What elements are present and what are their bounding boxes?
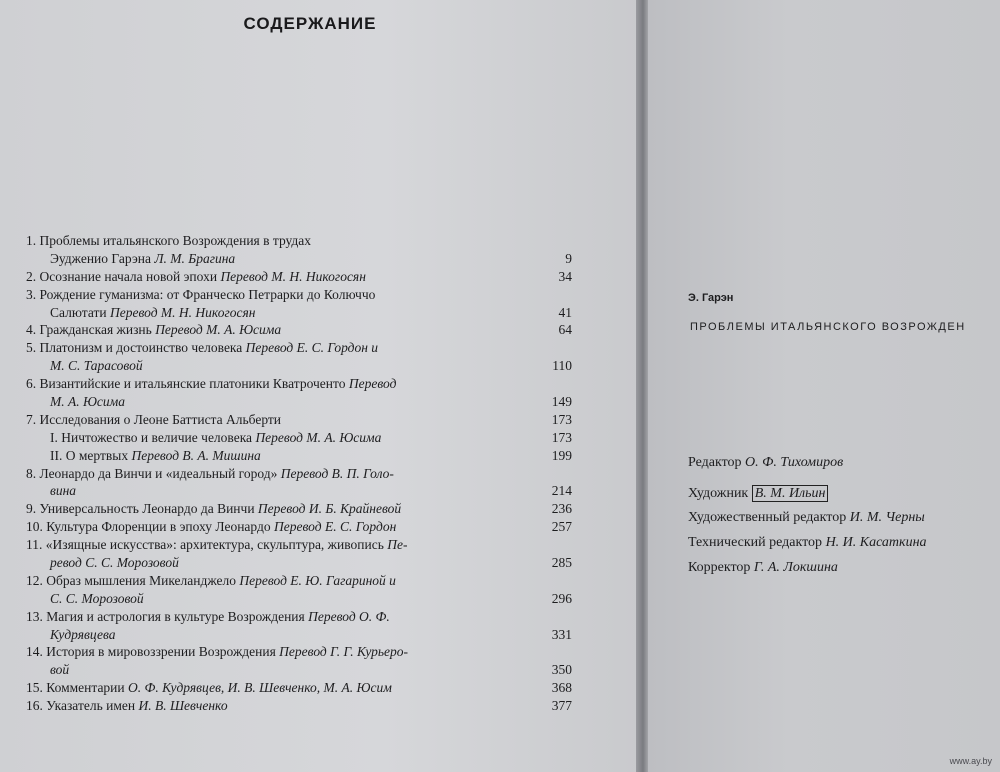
toc-entry-text	[50, 429, 381, 447]
credit-role: Художественный редактор	[688, 510, 850, 525]
credit-name: И. М. Черны	[849, 510, 925, 525]
toc-entry-translator: М. А. Юсима	[50, 394, 126, 410]
toc-line	[26, 572, 572, 590]
toc-entry-translator: Перевод И. Б. Крайневой	[257, 501, 402, 517]
toc-entry-translator: Л. М. Брагина	[154, 250, 236, 266]
toc-entry-translator: Кудрявцева	[50, 626, 116, 642]
toc-entry-title: 10. Культура Флоренции в эпоху Леонардо	[26, 519, 274, 535]
toc-line	[26, 357, 572, 375]
toc-entry-translator: Перевод О. Ф.	[308, 608, 390, 624]
toc-entry-title: 14. История в мировоззрении Возрождения	[26, 644, 280, 660]
credit-role: Технический редактор	[688, 535, 826, 550]
toc-line	[26, 339, 572, 357]
toc-entry-title: 3. Рождение гуманизма: от Франческо Петрарки до Колюччо	[26, 286, 376, 302]
toc-entry-title: 5. Платонизм и достоинство человека	[26, 340, 246, 356]
toc-line	[26, 411, 572, 429]
toc-line	[26, 250, 572, 268]
toc-entry-text	[50, 482, 76, 500]
toc-page-number: 9	[565, 250, 572, 266]
toc-page-number: 350	[551, 662, 572, 678]
toc-line	[26, 518, 572, 536]
toc-entry-translator: Перевод	[348, 376, 397, 392]
toc-entry-title: 1. Проблемы итальянского Возрождения в трудах	[26, 233, 312, 248]
toc-line	[26, 393, 572, 411]
toc-entry-translator: вой	[50, 662, 70, 678]
toc-page-number: 110	[552, 358, 572, 374]
toc-line	[26, 375, 572, 393]
toc-line	[26, 697, 572, 715]
toc-page-number: 173	[551, 411, 572, 427]
toc-entry-translator: Пе-	[387, 537, 408, 553]
toc-line	[26, 465, 572, 483]
toc-entry-translator: М. С. Тарасовой	[50, 358, 143, 374]
toc-entry-title: II. О мертвых	[50, 447, 132, 463]
author-name: Э. Гарэн	[688, 292, 734, 304]
toc-entry-text	[26, 321, 281, 339]
credit-line	[688, 510, 925, 526]
toc-entry-translator: Перевод Е. Ю. Гагариной и	[239, 572, 396, 588]
watermark: www.ay.by	[949, 756, 992, 766]
credit-role: Художник	[688, 486, 752, 501]
toc-entry-title: 2. Осознание начала новой эпохи	[26, 268, 221, 284]
credit-name: В. М. Ильин	[752, 485, 829, 502]
toc-entry-text	[26, 679, 392, 697]
credit-name: Н. И. Касаткина	[825, 535, 927, 550]
toc-line	[26, 590, 572, 608]
toc-entry-text	[50, 447, 261, 465]
toc-entry-translator: Перевод Г. Г. Курьеро-	[279, 644, 409, 660]
toc-line	[26, 500, 572, 518]
toc-entry-title: I. Ничтожество и величие человека	[50, 429, 256, 445]
toc-line	[26, 626, 572, 644]
credit-line	[688, 486, 828, 502]
toc-page-number: 64	[558, 322, 572, 338]
credit-name: О. Ф. Тихомиров	[745, 455, 844, 470]
toc-page-number: 236	[551, 501, 572, 517]
toc-entry-text	[50, 661, 69, 679]
toc-entry-text	[26, 232, 311, 250]
toc-page-number: 331	[551, 626, 572, 642]
book-title: ПРОБЛЕМЫ ИТАЛЬЯНСКОГО ВОЗРОЖДЕН	[690, 321, 966, 333]
credit-role: Редактор	[688, 455, 746, 470]
toc-line	[26, 321, 572, 339]
toc-entry-translator: О. Ф. Кудрявцев, И. В. Шевченко, М. А. Юсим	[128, 680, 392, 696]
toc-entry-text	[26, 500, 401, 518]
table-of-contents	[26, 232, 572, 715]
credit-role: Корректор	[688, 560, 754, 575]
toc-page-number: 199	[551, 447, 572, 463]
toc-entry-text	[26, 643, 408, 661]
toc-entry-text	[26, 608, 390, 626]
toc-entry-translator: Перевод М. Н. Никогосян	[220, 268, 366, 284]
toc-entry-translator: Перевод Е. С. Гордон	[274, 519, 397, 535]
toc-line	[26, 268, 572, 286]
toc-entry-title: 12. Образ мышления Микеланджело	[26, 572, 240, 588]
toc-line	[26, 661, 572, 679]
toc-entry-text	[50, 357, 143, 375]
toc-entry-text	[26, 518, 396, 536]
toc-entry-title: Салютати	[50, 304, 110, 320]
toc-page-number: 296	[551, 590, 572, 606]
toc-entry-translator: С. С. Морозовой	[50, 590, 144, 606]
toc-line	[26, 286, 572, 304]
toc-page-number: 173	[551, 429, 572, 445]
toc-entry-title: 16. Указатель имен	[26, 698, 139, 714]
toc-entry-text	[26, 697, 228, 715]
toc-entry-text	[50, 590, 144, 608]
credit-line	[688, 535, 927, 551]
toc-page-number: 214	[551, 483, 572, 499]
toc-entry-title: 6. Византийские и итальянские платоники Кватроченто	[26, 376, 349, 392]
toc-entry-text	[50, 554, 179, 572]
right-page	[648, 0, 1000, 772]
toc-entry-text	[26, 286, 375, 304]
toc-line	[26, 536, 572, 554]
toc-page-number: 41	[558, 304, 572, 320]
toc-entry-text	[26, 465, 394, 483]
toc-line	[26, 232, 572, 250]
toc-line	[26, 643, 572, 661]
toc-entry-title: 9. Универсальность Леонардо да Винчи	[26, 501, 258, 517]
toc-entry-translator: И. В. Шевченко	[138, 698, 228, 714]
toc-entry-translator: Перевод М. А. Юсима	[255, 429, 382, 445]
toc-entry-text	[50, 626, 115, 644]
toc-entry-translator: Перевод М. А. Юсима	[155, 322, 282, 338]
toc-entry-translator: Перевод М. Н. Никогосян	[109, 304, 256, 320]
toc-line	[26, 482, 572, 500]
toc-line	[26, 447, 572, 465]
toc-entry-title: 15. Комментарии	[26, 680, 129, 696]
toc-line	[26, 429, 572, 447]
credit-name: Г. А. Локшина	[753, 560, 838, 575]
toc-entry-text	[26, 572, 396, 590]
toc-page-number: 149	[551, 394, 572, 410]
toc-entry-title: Эудженио Гарэна	[50, 250, 155, 266]
toc-page-number: 368	[551, 680, 572, 696]
toc-entry-text	[50, 250, 235, 268]
toc-entry-text	[26, 411, 281, 429]
toc-entry-translator: Перевод В. П. Голо-	[280, 465, 394, 481]
toc-entry-title: 11. «Изящные искусства»: архитектура, скульптура, живопись	[26, 537, 388, 553]
toc-entry-translator: вина	[50, 483, 77, 499]
toc-page-number: 257	[551, 519, 572, 535]
toc-entry-text	[50, 304, 255, 322]
toc-entry-translator: Перевод В. А. Мишина	[131, 447, 261, 463]
toc-entry-title: 4. Гражданская жизнь	[26, 322, 156, 338]
toc-line	[26, 608, 572, 626]
toc-entry-title: 7. Исследования о Леоне Баттиста Альберти	[26, 411, 282, 427]
toc-entry-text	[26, 268, 366, 286]
toc-page-number: 377	[551, 698, 572, 714]
toc-entry-text	[26, 536, 408, 554]
toc-entry-title: 13. Магия и астрология в культуре Возрождения	[26, 608, 309, 624]
toc-line	[26, 554, 572, 572]
toc-entry-text	[50, 393, 125, 411]
toc-line	[26, 679, 572, 697]
credit-line	[688, 560, 838, 576]
credit-line	[688, 455, 843, 471]
toc-entry-text	[26, 339, 378, 357]
toc-page-number: 285	[551, 555, 572, 571]
toc-entry-title: 8. Леонардо да Винчи и «идеальный город»	[26, 465, 281, 481]
contents-heading: СОДЕРЖАНИЕ	[243, 14, 377, 33]
toc-page-number: 34	[558, 268, 572, 284]
toc-entry-translator: Перевод Е. С. Гордон и	[245, 340, 379, 356]
toc-entry-translator: ревод С. С. Морозовой	[50, 555, 179, 571]
toc-line	[26, 304, 572, 322]
toc-entry-text	[26, 375, 396, 393]
